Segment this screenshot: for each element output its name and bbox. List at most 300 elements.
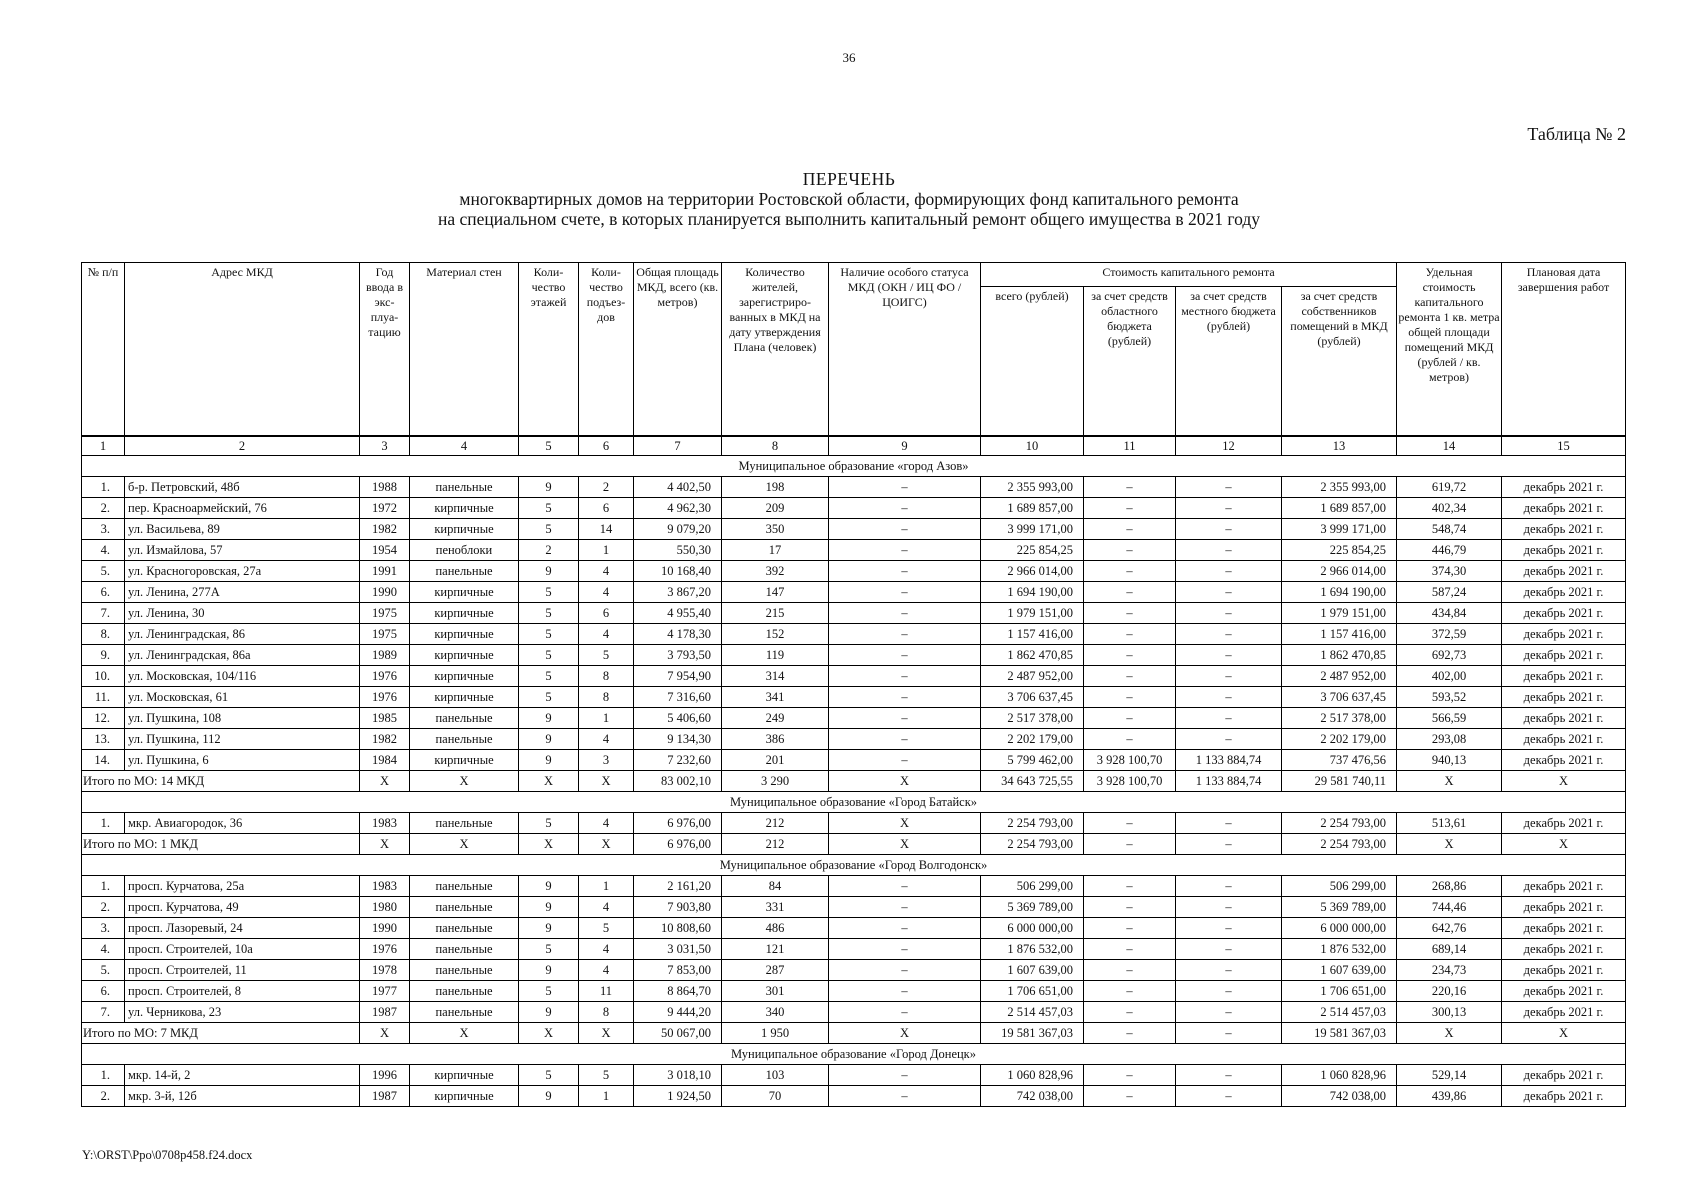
table-cell: 5. [82,960,125,981]
header-floors: Коли-чество этажей [519,263,579,437]
table-cell: 1 [579,540,634,561]
table-cell: декабрь 2021 г. [1502,519,1626,540]
table-cell: 3 706 637,45 [981,687,1084,708]
table-cell: ул. Московская, 104/116 [125,666,360,687]
table-cell: 11 [579,981,634,1002]
table-cell: 1989 [360,645,410,666]
table-cell: 1 862 470,85 [1282,645,1397,666]
table-cell: 9 [519,1086,579,1107]
table-cell: 14. [82,750,125,771]
table-cell: – [1176,603,1282,624]
table-cell: – [829,477,981,498]
table-cell: 2 254 793,00 [1282,813,1397,834]
table-cell: 6 [579,603,634,624]
table-cell: 402,00 [1397,666,1502,687]
table-cell: 1987 [360,1002,410,1023]
table-cell: 2 254 793,00 [981,813,1084,834]
table-cell: – [829,981,981,1002]
table-row [82,645,1626,666]
table-cell: 1 [579,876,634,897]
table-cell: – [829,876,981,897]
table-cell: 8. [82,624,125,645]
table-cell: 642,76 [1397,918,1502,939]
table-cell: ул. Пушкина, 6 [125,750,360,771]
total-cell: 3 928 100,70 [1084,771,1176,792]
table-cell: кирпичные [410,1086,519,1107]
title-line-3: на специальном счете, в которых планируется выполнить капитальный ремонт общего имущества в 2021 году [437,209,1261,229]
table-cell: 287 [722,960,829,981]
table-cell: 4 [579,582,634,603]
table-cell: 201 [722,750,829,771]
table-cell: 1 694 190,00 [1282,582,1397,603]
header-total-area: Общая площадь МКД, всего (кв. метров) [634,263,722,437]
table-cell: 4 [579,939,634,960]
table-cell: – [1084,582,1176,603]
total-cell: 19 581 367,03 [981,1023,1084,1044]
section-title: Муниципальное образование «Город Батайск» [82,792,1626,813]
table-cell: 2 [579,477,634,498]
table-cell: 1 706 651,00 [981,981,1084,1002]
table-cell: декабрь 2021 г. [1502,477,1626,498]
table-cell: декабрь 2021 г. [1502,897,1626,918]
table-cell: 1 [579,1086,634,1107]
table-cell: ул. Ленинградская, 86а [125,645,360,666]
table-cell: 4 962,30 [634,498,722,519]
table-row [82,876,1626,897]
table-cell: декабрь 2021 г. [1502,603,1626,624]
table-cell: – [1084,687,1176,708]
table-cell: 12. [82,708,125,729]
table-cell: декабрь 2021 г. [1502,960,1626,981]
table-row [82,708,1626,729]
header-entrances: Коли-чество подъез-дов [579,263,634,437]
table-cell: 10 168,40 [634,561,722,582]
table-cell: 331 [722,897,829,918]
total-cell: X [829,834,981,855]
table-cell: 1985 [360,708,410,729]
table-cell: – [1084,918,1176,939]
table-cell: 119 [722,645,829,666]
total-cell: X [1397,771,1502,792]
table-cell: 402,34 [1397,498,1502,519]
table-cell: 2 202 179,00 [981,729,1084,750]
table-cell: – [829,708,981,729]
table-cell: 5 [519,939,579,960]
table-cell: 1 157 416,00 [981,624,1084,645]
table-cell: 5 [519,519,579,540]
table-row [82,1065,1626,1086]
table-row [82,603,1626,624]
total-cell: 3 290 [722,771,829,792]
table-cell: 5 [519,666,579,687]
table-cell: кирпичные [410,666,519,687]
total-cell: X [1502,1023,1626,1044]
column-number: 2 [125,436,360,456]
table-cell: 742 038,00 [981,1086,1084,1107]
table-cell: 6 976,00 [634,813,722,834]
table-cell: 5 [519,1065,579,1086]
column-number: 12 [1176,436,1282,456]
table-cell: 1954 [360,540,410,561]
table-cell: 9 [519,897,579,918]
table-cell: 5 [519,498,579,519]
table-cell: – [1084,813,1176,834]
section-header-row [82,855,1626,876]
table-cell: ул. Пушкина, 108 [125,708,360,729]
table-cell: 1. [82,1065,125,1086]
table-row [82,666,1626,687]
table-label: Таблица № 2 [1527,124,1626,144]
table-cell: 4. [82,540,125,561]
table-cell: 2 517 378,00 [981,708,1084,729]
table-cell: декабрь 2021 г. [1502,876,1626,897]
table-cell: 386 [722,729,829,750]
column-number: 10 [981,436,1084,456]
table-cell: кирпичные [410,750,519,771]
table-cell: – [1084,603,1176,624]
table-cell: 439,86 [1397,1086,1502,1107]
table-cell: 513,61 [1397,813,1502,834]
table-cell: 4 [579,561,634,582]
total-cell: X [1397,1023,1502,1044]
table-row [82,687,1626,708]
table-cell: 300,13 [1397,1002,1502,1023]
table-cell: декабрь 2021 г. [1502,750,1626,771]
column-number: 1 [82,436,125,456]
table-cell: 1 979 151,00 [981,603,1084,624]
table-cell: 6 [579,498,634,519]
table-cell: 7. [82,1002,125,1023]
table-cell: 4 402,50 [634,477,722,498]
table-cell: – [829,519,981,540]
header-repair-cost-group: Стоимость капитального ремонта [981,263,1397,287]
table-cell: 5 369 789,00 [1282,897,1397,918]
table-cell: 5 [519,813,579,834]
total-cell: X [519,771,579,792]
table-cell: 268,86 [1397,876,1502,897]
table-cell: – [829,729,981,750]
table-cell: 121 [722,939,829,960]
table-cell: 9 [519,960,579,981]
table-cell: 587,24 [1397,582,1502,603]
table-cell: – [829,939,981,960]
table-cell: кирпичные [410,645,519,666]
table-cell: просп. Строителей, 10а [125,939,360,960]
table-row [82,897,1626,918]
table-cell: 3 031,50 [634,939,722,960]
table-row [82,918,1626,939]
table-cell: 293,08 [1397,729,1502,750]
total-cell: 19 581 367,03 [1282,1023,1397,1044]
total-cell: X [410,1023,519,1044]
table-cell: 434,84 [1397,603,1502,624]
table-cell: 1 689 857,00 [981,498,1084,519]
table-cell: ул. Ленина, 277А [125,582,360,603]
table-cell: – [829,561,981,582]
table-cell: б-р. Петровский, 48б [125,477,360,498]
table-cell: 593,52 [1397,687,1502,708]
table-cell: панельные [410,939,519,960]
table-cell: 9 079,20 [634,519,722,540]
table-cell: – [1084,729,1176,750]
table-cell: 689,14 [1397,939,1502,960]
table-cell: – [1084,960,1176,981]
table-cell: 3 999 171,00 [1282,519,1397,540]
table-cell: 5 [519,582,579,603]
table-cell: 9 [519,708,579,729]
table-cell: 301 [722,981,829,1002]
total-cell: X [360,834,410,855]
table-cell: 10 808,60 [634,918,722,939]
table-cell: кирпичные [410,498,519,519]
table-cell: 3 793,50 [634,645,722,666]
total-label: Итого по МО: 7 МКД [82,1023,360,1044]
table-cell: декабрь 2021 г. [1502,666,1626,687]
table-cell: 1 133 884,74 [1176,750,1282,771]
table-cell: декабрь 2021 г. [1502,582,1626,603]
table-cell: панельные [410,981,519,1002]
total-cell: – [1084,834,1176,855]
total-label: Итого по МО: 14 МКД [82,771,360,792]
table-cell: 8 [579,666,634,687]
table-cell: 566,59 [1397,708,1502,729]
table-cell: 7 316,60 [634,687,722,708]
table-cell: – [1084,498,1176,519]
table-cell: – [1176,540,1282,561]
table-cell: 2 514 457,03 [1282,1002,1397,1023]
table-cell: 3 [579,750,634,771]
total-cell: 34 643 725,55 [981,771,1084,792]
header-year: Год ввода в экс-плуа-тацию [360,263,410,437]
table-cell: просп. Курчатова, 25а [125,876,360,897]
footer-file-path: Y:\ORST\Ppo\0708p458.f24.docx [82,1148,253,1162]
table-cell: – [1176,981,1282,1002]
table-cell: мкр. 14-й, 2 [125,1065,360,1086]
section-header-row [82,792,1626,813]
total-row [82,771,1626,792]
table-cell: 249 [722,708,829,729]
total-cell: X [410,834,519,855]
total-cell: 212 [722,834,829,855]
table-cell: – [1176,918,1282,939]
section-title: Муниципальное образование «Город Волгодонск» [82,855,1626,876]
table-row [82,1002,1626,1023]
table-cell: – [1084,561,1176,582]
table-cell: 5 [519,603,579,624]
table-cell: 14 [579,519,634,540]
table-cell: кирпичные [410,687,519,708]
table-cell: 1 060 828,96 [981,1065,1084,1086]
table-cell: 4 [579,813,634,834]
table-cell: просп. Строителей, 11 [125,960,360,981]
table-cell: кирпичные [410,603,519,624]
total-cell: X [519,1023,579,1044]
total-cell: X [1502,834,1626,855]
table-cell: – [829,918,981,939]
table-cell: 225 854,25 [981,540,1084,561]
table-cell: 6. [82,981,125,1002]
table-cell: – [1176,582,1282,603]
table-cell: 6 000 000,00 [1282,918,1397,939]
table-row [82,561,1626,582]
table-cell: 1972 [360,498,410,519]
header-cost-regional: за счет средств областного бюджета (рублей) [1084,287,1176,437]
table-cell: пер. Красноармейский, 76 [125,498,360,519]
table-cell: панельные [410,708,519,729]
table-cell: 6. [82,582,125,603]
table-cell: – [1084,624,1176,645]
table-row [82,540,1626,561]
total-cell: 2 254 793,00 [981,834,1084,855]
column-number: 7 [634,436,722,456]
table-cell: 3 867,20 [634,582,722,603]
table-cell: – [829,687,981,708]
table-cell: 2 514 457,03 [981,1002,1084,1023]
table-cell: декабрь 2021 г. [1502,729,1626,750]
total-cell: – [1084,1023,1176,1044]
table-cell: 2. [82,1086,125,1107]
table-cell: ул. Красногоровская, 27а [125,561,360,582]
table-cell: декабрь 2021 г. [1502,498,1626,519]
table-cell: 4 178,30 [634,624,722,645]
table-cell: – [1084,981,1176,1002]
table-cell: 5 [519,981,579,1002]
table-cell: 1 689 857,00 [1282,498,1397,519]
table-cell: – [1084,876,1176,897]
total-cell: X [1397,834,1502,855]
table-cell: панельные [410,813,519,834]
table-cell: 8 864,70 [634,981,722,1002]
table-cell: 350 [722,519,829,540]
table-cell: панельные [410,729,519,750]
table-cell: 1 694 190,00 [981,582,1084,603]
table-cell: 5 369 789,00 [981,897,1084,918]
table-cell: 1977 [360,981,410,1002]
table-cell: панельные [410,876,519,897]
table-cell: 10. [82,666,125,687]
header-cost-local: за счет средств местного бюджета (рублей) [1176,287,1282,437]
table-cell: – [1176,687,1282,708]
table-cell: 1983 [360,876,410,897]
header-unit-cost: Удельная стоимость капитального ремонта 1 кв. метра общей площади помещений МКД (рублей / кв. метров) [1397,263,1502,437]
table-cell: 198 [722,477,829,498]
table-cell: 1996 [360,1065,410,1086]
table-cell: 314 [722,666,829,687]
table-cell: пеноблоки [410,540,519,561]
table-cell: – [1176,624,1282,645]
table-cell: декабрь 2021 г. [1502,645,1626,666]
table-row [82,498,1626,519]
table-row [82,750,1626,771]
table-cell: – [829,645,981,666]
table-cell: кирпичные [410,1065,519,1086]
table-cell: 744,46 [1397,897,1502,918]
table-cell: панельные [410,561,519,582]
table-cell: 340 [722,1002,829,1023]
table-cell: 9 [519,729,579,750]
table-cell: – [829,1002,981,1023]
table-row [82,1086,1626,1107]
table-row [82,519,1626,540]
table-cell: декабрь 2021 г. [1502,624,1626,645]
table-cell: мкр. Авиагородок, 36 [125,813,360,834]
table-cell: 7. [82,603,125,624]
table-cell: 392 [722,561,829,582]
table-cell: панельные [410,1002,519,1023]
table-cell: – [829,540,981,561]
table-cell: 6 000 000,00 [981,918,1084,939]
table-cell: 1990 [360,582,410,603]
table-cell: 1990 [360,918,410,939]
table-cell: 17 [722,540,829,561]
table-cell: 1 706 651,00 [1282,981,1397,1002]
table-cell: 1988 [360,477,410,498]
table-cell: панельные [410,960,519,981]
total-label: Итого по МО: 1 МКД [82,834,360,855]
total-cell: 50 067,00 [634,1023,722,1044]
table-cell: – [1176,897,1282,918]
total-cell: 6 976,00 [634,834,722,855]
table-body [82,436,1626,1107]
table-cell: просп. Строителей, 8 [125,981,360,1002]
table-cell: – [1084,1065,1176,1086]
table-cell: 5 406,60 [634,708,722,729]
table-cell: панельные [410,897,519,918]
table-cell: 2 [519,540,579,561]
table-cell: ул. Ленинградская, 86 [125,624,360,645]
total-cell: 1 133 884,74 [1176,771,1282,792]
table-cell: – [829,582,981,603]
column-number: 3 [360,436,410,456]
table-cell: 2 161,20 [634,876,722,897]
table-cell: панельные [410,477,519,498]
table-cell: 7 954,90 [634,666,722,687]
table-cell: X [829,813,981,834]
table-cell: – [1084,645,1176,666]
title-line-2: многоквартирных домов на территории Ростовской области, формирующих фонд капитального ремонта [459,189,1239,209]
table-cell: 1976 [360,939,410,960]
table-cell: – [1176,708,1282,729]
table-cell: – [1084,540,1176,561]
column-number: 6 [579,436,634,456]
table-cell: – [829,1086,981,1107]
table-cell: – [829,498,981,519]
table-cell: 9 134,30 [634,729,722,750]
table-cell: 5 [519,645,579,666]
table-cell: 1. [82,813,125,834]
table-cell: ул. Васильева, 89 [125,519,360,540]
table-cell: 3. [82,519,125,540]
table-cell: 5 [579,918,634,939]
total-cell: 1 950 [722,1023,829,1044]
table-cell: 7 853,00 [634,960,722,981]
table-cell: декабрь 2021 г. [1502,1086,1626,1107]
table-cell: – [829,603,981,624]
table-cell: 2. [82,498,125,519]
table-cell: 2. [82,897,125,918]
table-cell: 152 [722,624,829,645]
table-cell: 1984 [360,750,410,771]
table-cell: 234,73 [1397,960,1502,981]
total-cell: 2 254 793,00 [1282,834,1397,855]
table-cell: 1 979 151,00 [1282,603,1397,624]
table-cell: декабрь 2021 г. [1502,687,1626,708]
table-cell: 486 [722,918,829,939]
table-cell: – [829,666,981,687]
table-cell: 1976 [360,666,410,687]
table-cell: 2 517 378,00 [1282,708,1397,729]
table-cell: 692,73 [1397,645,1502,666]
